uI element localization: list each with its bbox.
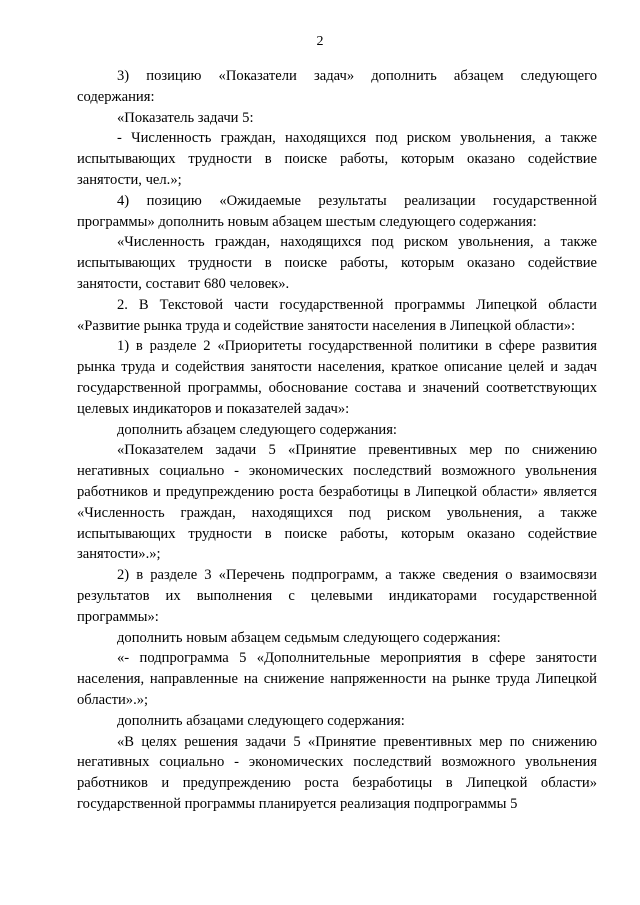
paragraph-item-3-indicators: 3) позицию «Показатели задач» дополнить абзацем следующего содержания: (77, 68, 597, 105)
paragraph-add-seventh-paragraph: дополнить новым абзацем седьмым следующего содержания: (117, 629, 501, 646)
paragraph-task5-goals: «В целях решения задачи 5 «Принятие превентивных мер по снижению негативных социально - экономических последствий возможного увольнения работников и предупреждению роста безработицы в Липецкой области» государственной программы планируется реализация подпрограммы 5 (77, 733, 597, 812)
page-number: 2 (316, 34, 324, 49)
paragraph-task5-indicator-definition: «Показателем задачи 5 «Принятие превентивных мер по снижению негативных социально - экономических последствий возможного увольнения работников и предупреждению роста безработицы в Липецкой области» является «Численность граждан, находящихся под риском увольнения, а также испытывающих трудности в поиске работы, которым оказано содействие занятости».»; (77, 442, 597, 563)
paragraph-item-4-expected-results: 4) позицию «Ожидаемые результаты реализации государственной программы» дополнить новым абзацем шестым следующего содержания: (77, 192, 597, 230)
paragraph-add-paragraphs: дополнить абзацами следующего содержания: (117, 712, 405, 729)
paragraph-subsection-1-priorities: 1) в разделе 2 «Приоритеты государственной политики в сфере развития рынка труда и содействия занятости населения, краткое описание целей и задач государственной программы, обоснование состава и значений соответствующих целевых индикаторов и показателей задач»: (77, 338, 597, 417)
paragraph-subsection-2-subprograms: 2) в разделе 3 «Перечень подпрограмм, а также сведения о взаимосвязи результатов их выполнения с целевыми индикаторами государственной программы»: (77, 567, 597, 625)
document-body (77, 66, 597, 815)
paragraph-add-paragraph: дополнить абзацем следующего содержания: (117, 421, 397, 438)
paragraph-task5-indicator-heading: «Показатель задачи 5: (117, 109, 254, 126)
paragraph-section-2-text-part: 2. В Текстовой части государственной программы Липецкой области «Развитие рынка труда и содействие занятости населения в Липецкой области»: (77, 296, 597, 334)
paragraph-expected-result-text: «Численность граждан, находящихся под риском увольнения, а также испытывающих трудности в поиске работы, которым оказано содействие занятости, составит 680 человек». (77, 234, 597, 292)
paragraph-task5-indicator-text: - Численность граждан, находящихся под риском увольнения, а также испытывающих трудности в поиске работы, которым оказано содействие занятости, чел.»; (77, 130, 597, 188)
paragraph-subprogram-5: «- подпрограмма 5 «Дополнительные мероприятия в сфере занятости населения, направленные на снижение напряженности на рынке труда Липецкой области».»; (77, 650, 597, 708)
